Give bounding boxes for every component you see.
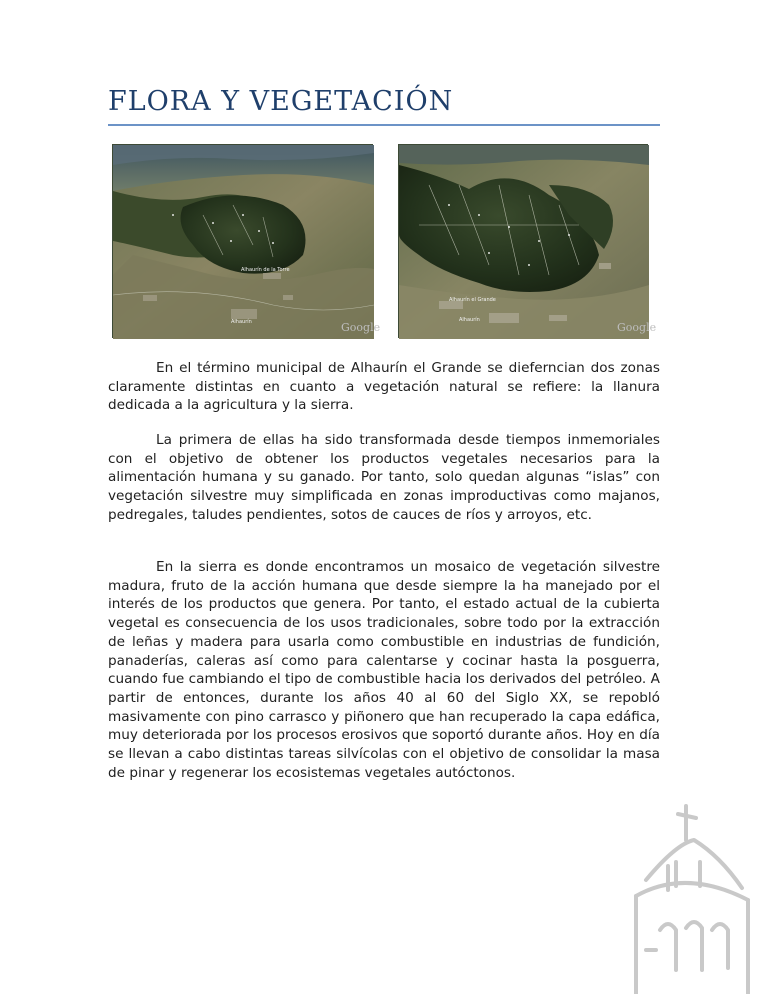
town-label: Alhaurín	[231, 319, 252, 325]
google-watermark: Google	[341, 321, 381, 334]
paragraph-plain: La primera de ellas ha sido transformada desde tiempos inmemoriales con el objetivo de obtener los productos vegetales necesarios para la alimentación humana y su ganado. Por tanto, solo quedan algunas “islas” con vegetación silvestre muy simplificada en zonas improductivas como majanos, pedregales, taludes pendientes, sotos de cauces de ríos y arroyos, etc.	[108, 432, 660, 523]
paragraph-sierra: En la sierra es donde encontramos un mosaico de vegetación silvestre madura, fruto de la acción humana que desde siempre la ha manejado por el interés de los productos que genera. Por tanto, el estado actual de la cubierta vegetal es consecuencia de los usos tradicionales, sobre todo por la extracción de leñas y madera para usarla como combustible en industrias de fundición, panaderías, caleras así como para calentarse y cocinar hasta la posguerra, cuando fue cambiando el tipo de combustible hacia los derivados del petróleo. A partir de entonces, durante los años 40 al 60 del Siglo XX, se repobló masivamente con pino carrasco y piñonero que han recuperado la capa edáfica, muy deteriorada por los procesos erosivos que soportó durante años. Hoy en día se llevan a cabo distintas tareas silvícolas con el objetivo de consolidar la masa de pinar y regenerar los ecosistemas vegetales autóctonos.	[108, 559, 660, 781]
church-logo-icon	[616, 800, 756, 994]
place-label: Alhaurín de la Torre	[241, 267, 290, 273]
town-label: Alhaurín	[459, 317, 480, 323]
aerial-photo-right	[398, 144, 657, 338]
page-title: FLORA Y VEGETACIÓN	[108, 86, 454, 117]
paragraph-intro: En el término municipal de Alhaurín el Grande se dieferncian dos zonas claramente distintas en cuanto a vegetación natural se refiere: la llanura dedicada a la agricultura y la sierra.	[108, 360, 660, 414]
aerial-photo-left	[112, 144, 381, 338]
google-watermark: Google	[617, 321, 657, 334]
title-underline	[108, 124, 660, 126]
place-label: Alhaurín el Grande	[449, 297, 496, 303]
